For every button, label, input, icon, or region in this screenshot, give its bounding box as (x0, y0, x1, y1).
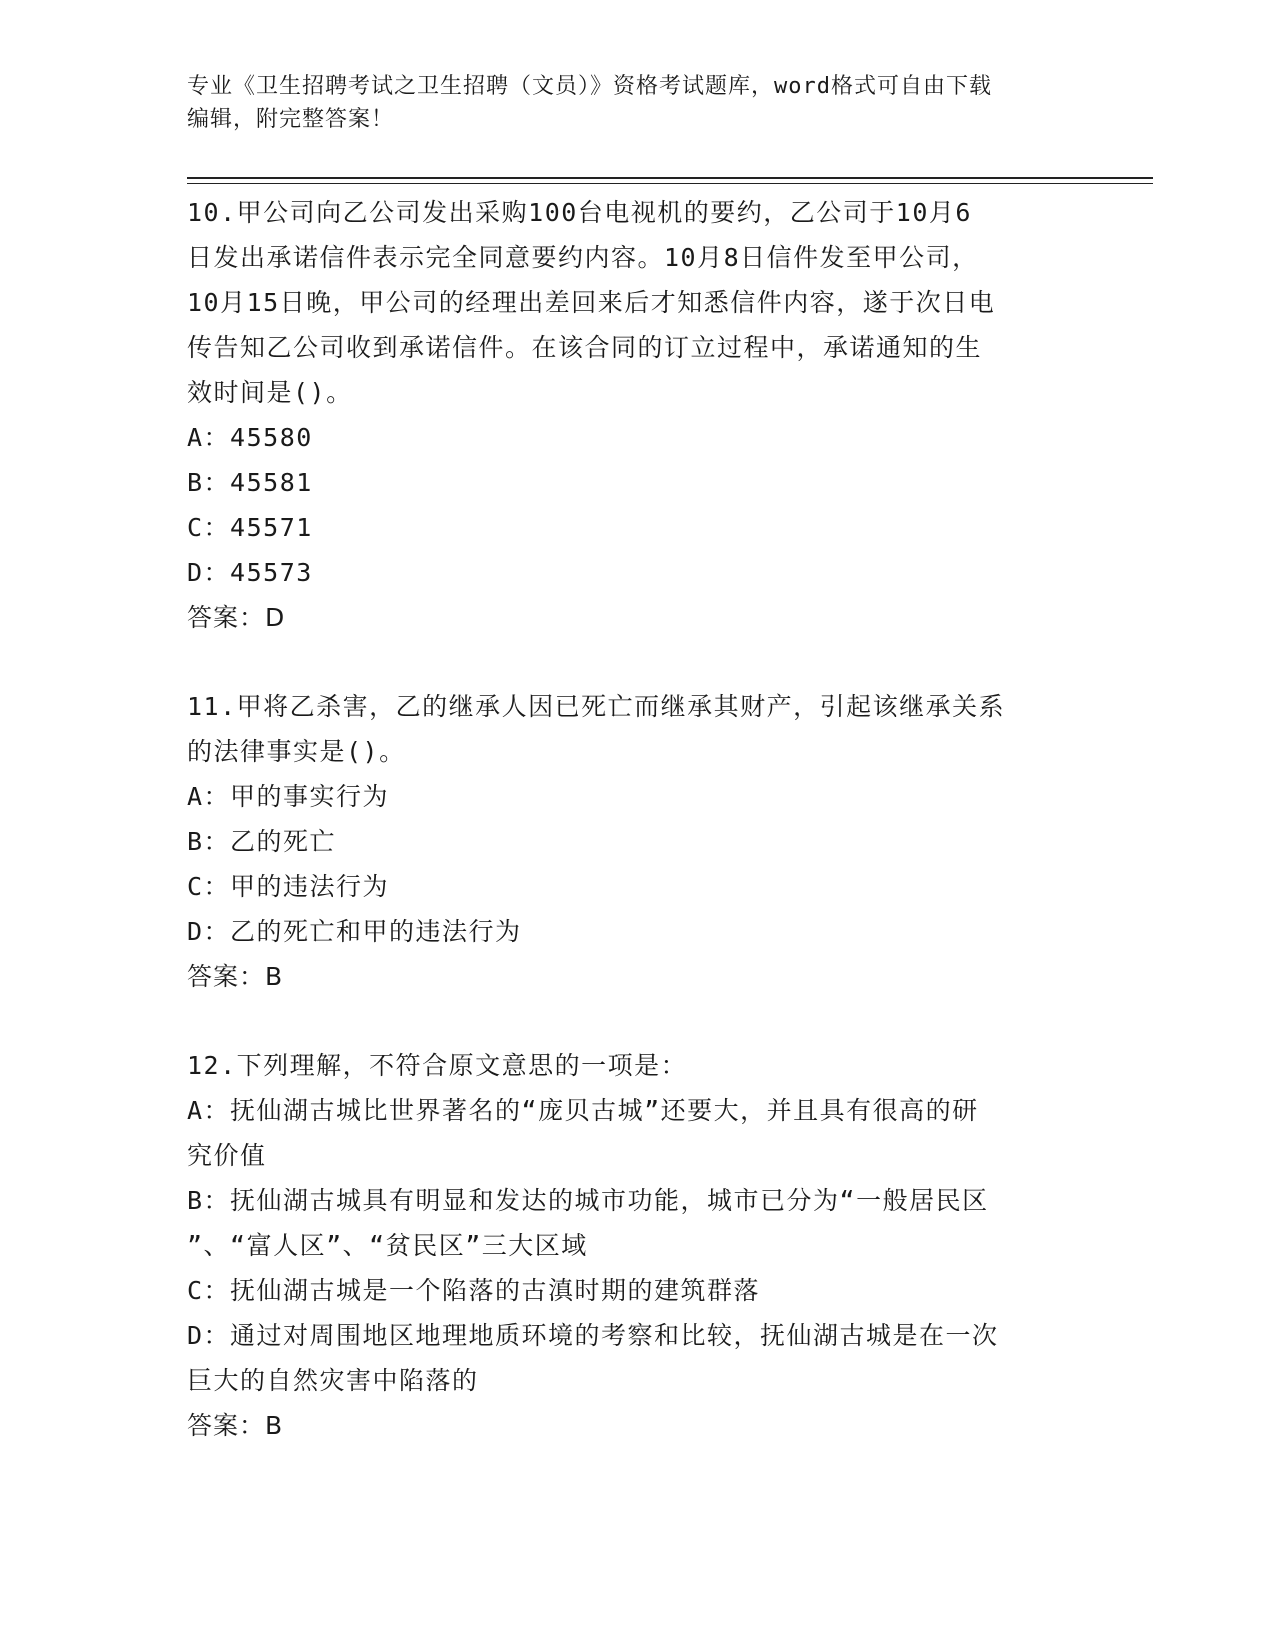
question-stem (187, 684, 1087, 774)
question-item (187, 1043, 1087, 1448)
option-text: 究价值 (187, 1141, 267, 1170)
stem-line: 的法律事实是()。 (187, 737, 406, 766)
option-text: C：抚仙湖古城是一个陷落的古滇时期的建筑群落 (187, 1276, 761, 1305)
option-d (187, 1313, 1087, 1403)
option-text: C：45571 (187, 513, 313, 542)
question-stem (187, 1043, 1087, 1088)
header-title-line-1: 专业《卫生招聘考试之卫生招聘（文员）》资格考试题库，word格式可自由下载 (187, 74, 992, 99)
option-text: D：乙的死亡和甲的违法行为 (187, 917, 522, 946)
stem-line: 11.甲将乙杀害，乙的继承人因已死亡而继承其财产，引起该继承关系 (187, 692, 1006, 721)
stem-line: 12.下列理解，不符合原文意思的一项是： (187, 1051, 688, 1080)
question-stem (187, 190, 1087, 415)
option-text: A：抚仙湖古城比世界著名的“庞贝古城”还要大，并且具有很高的研 (187, 1096, 979, 1125)
header-divider-thin (187, 183, 1153, 184)
option-a (187, 415, 1087, 460)
option-d (187, 550, 1087, 595)
option-text: B：45581 (187, 468, 313, 497)
answer-line: 答案：B (187, 1411, 284, 1440)
option-text: D：45573 (187, 558, 313, 587)
question-item (187, 190, 1087, 640)
question-list (187, 190, 1087, 1492)
option-a (187, 1088, 1087, 1178)
header-divider-thick (187, 177, 1153, 179)
stem-line: 日发出承诺信件表示完全同意要约内容。10月8日信件发至甲公司， (187, 243, 979, 272)
option-c (187, 1268, 1087, 1313)
option-c (187, 505, 1087, 550)
option-d (187, 909, 1087, 954)
stem-line: 效时间是()。 (187, 378, 353, 407)
question-item (187, 684, 1087, 999)
document-header (187, 70, 1087, 136)
option-a (187, 774, 1087, 819)
option-text: A：甲的事实行为 (187, 782, 390, 811)
option-text: B：乙的死亡 (187, 827, 337, 856)
option-b (187, 1178, 1087, 1268)
header-title-line-2: 编辑，附完整答案！ (187, 107, 395, 132)
answer-line: 答案：D (187, 603, 286, 632)
stem-line: 传告知乙公司收到承诺信件。在该合同的订立过程中，承诺通知的生 (187, 333, 983, 362)
option-text: ”、“富人区”、“贫民区”三大区域 (187, 1231, 588, 1260)
option-b (187, 819, 1087, 864)
option-b (187, 460, 1087, 505)
answer-line: 答案：B (187, 962, 284, 991)
stem-line: 10月15日晚，甲公司的经理出差回来后才知悉信件内容，遂于次日电 (187, 288, 996, 317)
option-text: A：45580 (187, 423, 313, 452)
stem-line: 10.甲公司向乙公司发出采购100台电视机的要约，乙公司于10月6 (187, 198, 972, 227)
option-text: 巨大的自然灾害中陷落的 (187, 1366, 479, 1395)
option-text: C：甲的违法行为 (187, 872, 390, 901)
option-text: D：通过对周围地区地理地质环境的考察和比较，抚仙湖古城是在一次 (187, 1321, 999, 1350)
option-c (187, 864, 1087, 909)
option-text: B：抚仙湖古城具有明显和发达的城市功能，城市已分为“一般居民区 (187, 1186, 989, 1215)
